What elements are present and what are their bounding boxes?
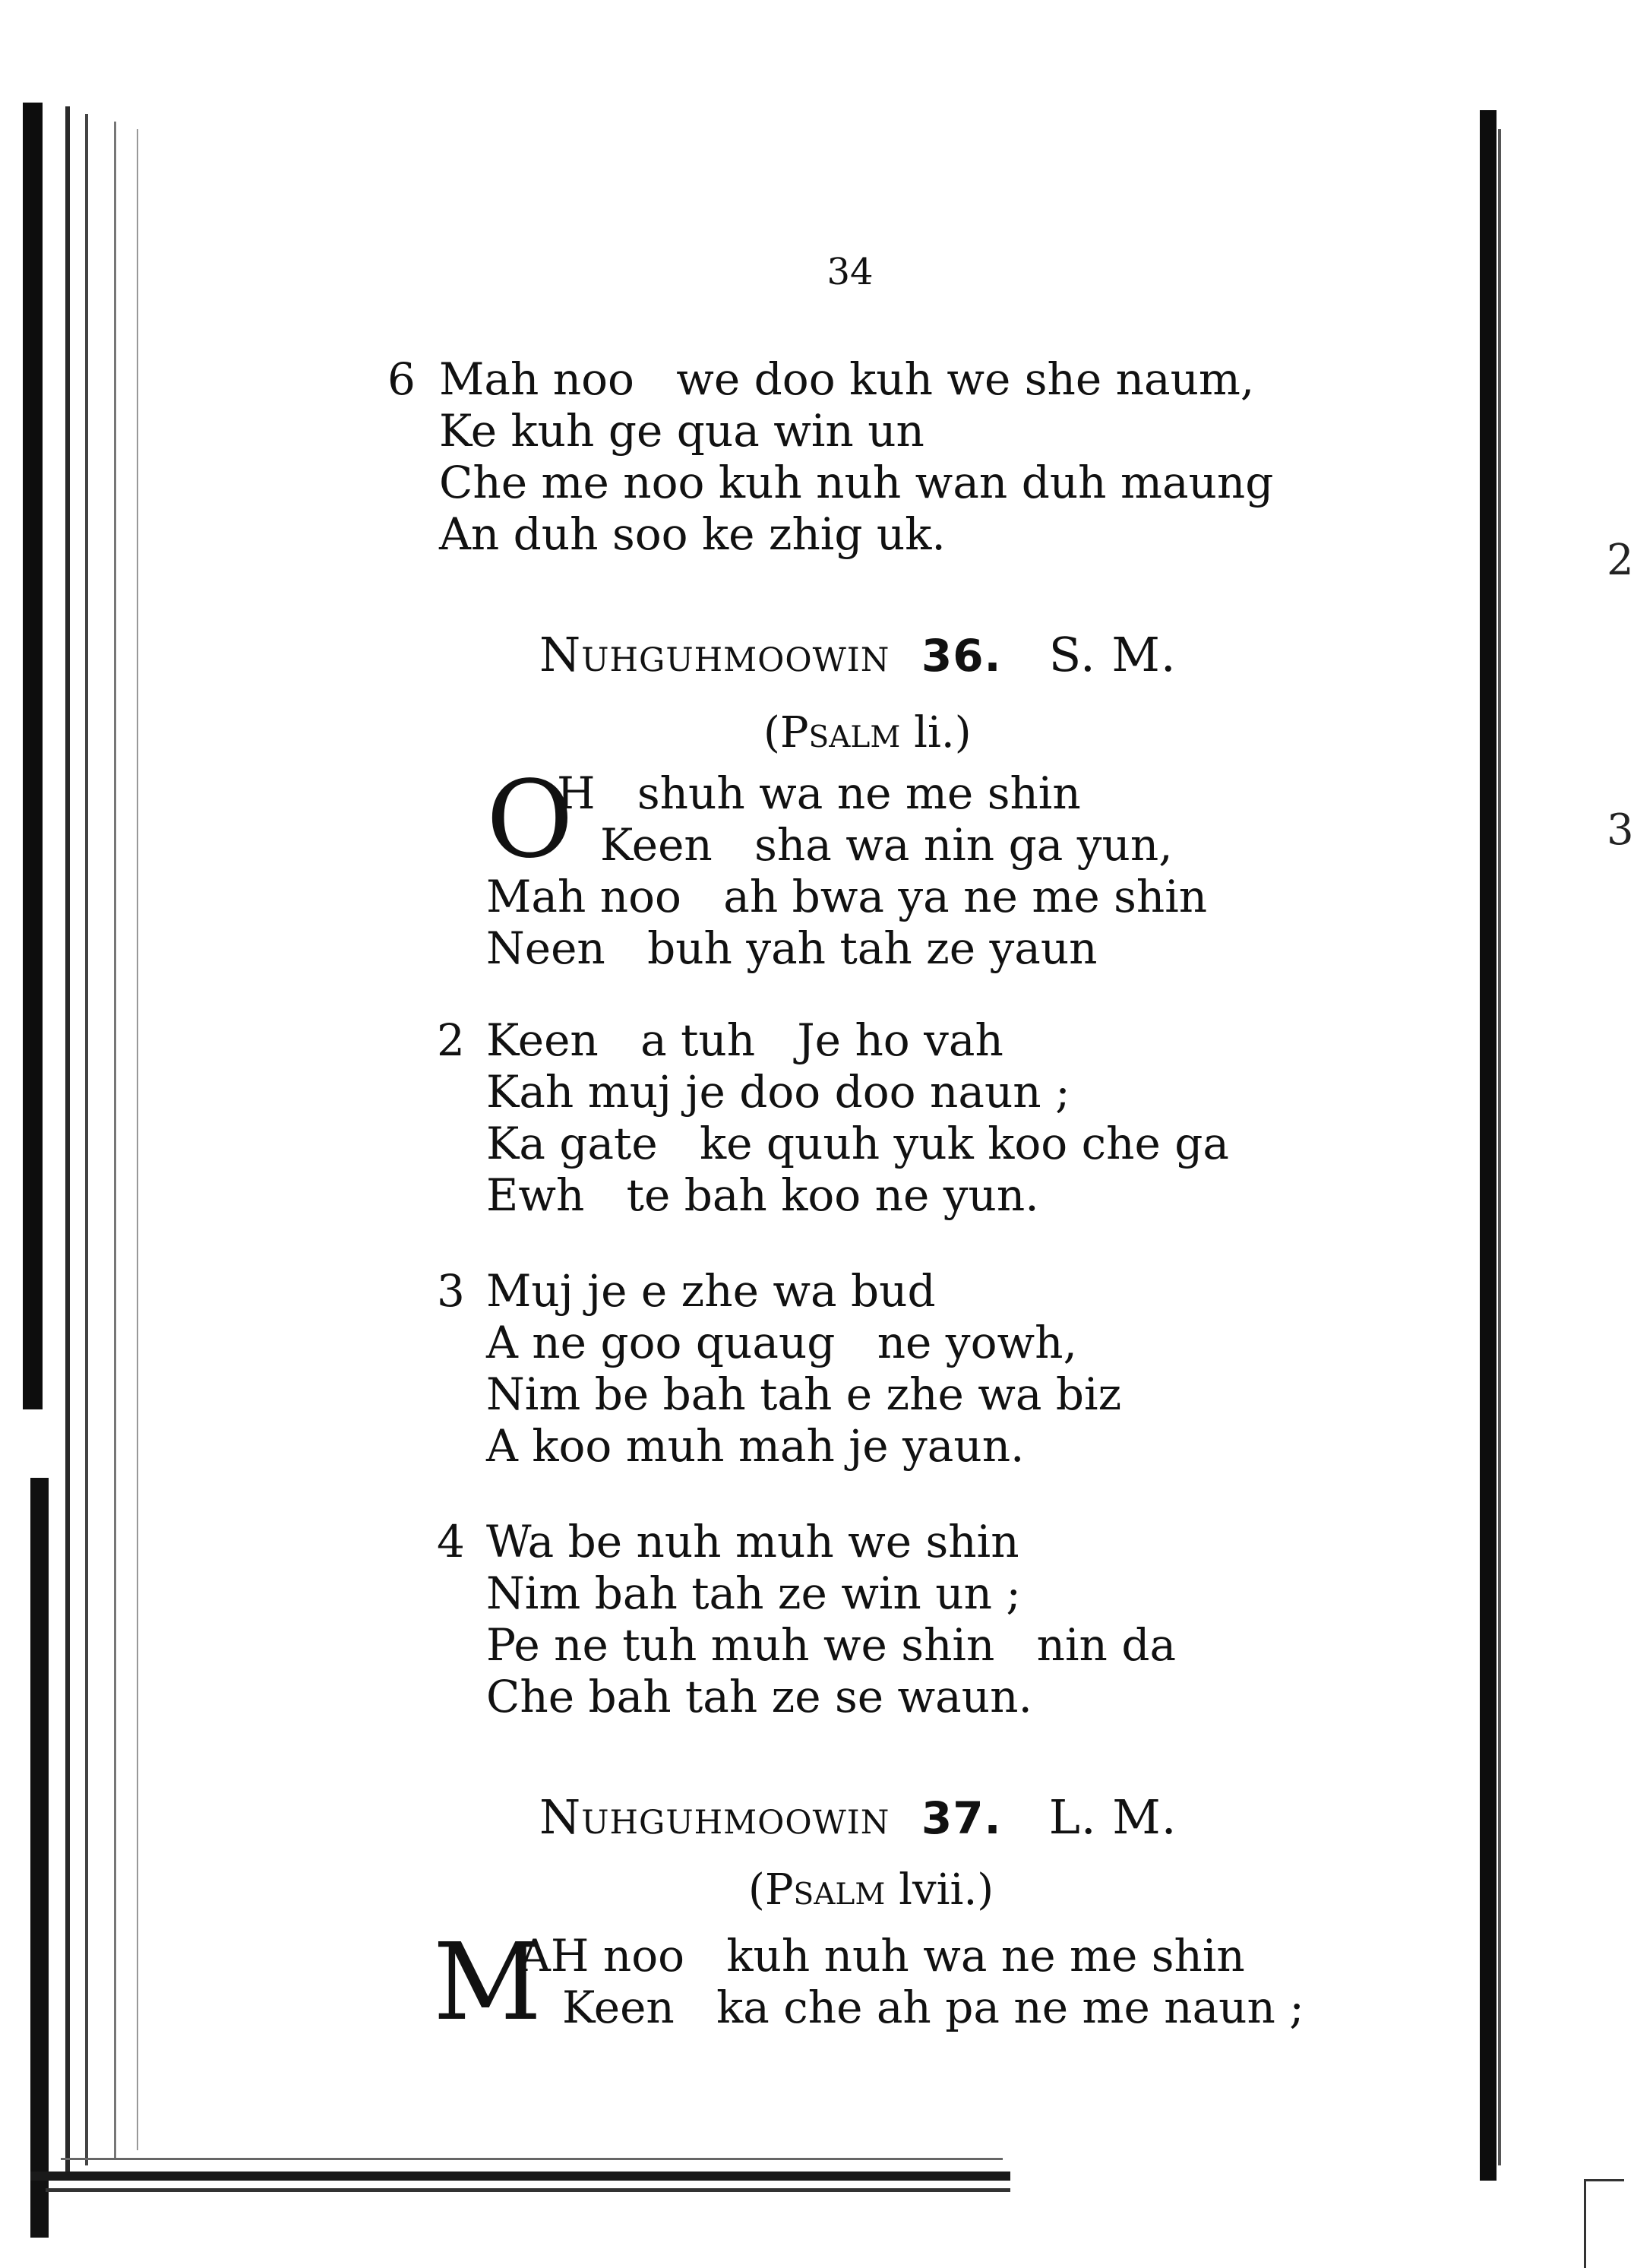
verse-first-line <box>557 767 1081 819</box>
bottom-edge <box>61 2158 1003 2160</box>
verse-line: Che bah tah ze se waun. <box>486 1671 1032 1722</box>
binding-line <box>114 122 116 2158</box>
hymn-heading <box>539 627 1299 682</box>
binding-shadow <box>23 103 43 1409</box>
verse-line: Neen buh yah tah ze yaun <box>486 922 1098 974</box>
verse-line: Ka gate ke quuh yuk koo che ga <box>486 1118 1229 1169</box>
verse-line: Mah noo ah bwa ya ne me shin <box>486 871 1208 922</box>
verse-line: Wa be nuh muh we shin <box>486 1516 1019 1567</box>
binding-line <box>137 129 138 2150</box>
verse-line: Nim be bah tah e zhe wa biz <box>486 1368 1122 1420</box>
corner-mark <box>1584 2179 1624 2181</box>
hymn-number: 36. <box>921 630 1002 682</box>
verse-line: Keen sha wa nin ga yun, <box>600 819 1173 871</box>
verse-line: Muj je e zhe wa bud <box>486 1265 936 1317</box>
psalm-reference: (Psalm li.) <box>763 708 972 758</box>
heading-word: Nuhguhmoowin <box>539 1789 890 1845</box>
drop-cap: O <box>486 758 574 882</box>
psalm-reference: (Psalm lvii.) <box>748 1865 994 1915</box>
binding-shadow <box>30 1478 49 2238</box>
verse-line: A koo muh mah je yaun. <box>486 1420 1025 1472</box>
verse-line-indented <box>562 1982 1304 2033</box>
hymn-number: 37. <box>921 1792 1002 1844</box>
margin-mark: 2 <box>1607 536 1634 585</box>
verse-number: 6 <box>387 353 416 405</box>
drop-cap: M <box>433 1921 542 2045</box>
verse-line: A ne goo quaug ne yowh, <box>486 1317 1077 1368</box>
bottom-edge <box>46 2188 1010 2192</box>
verse-line: Ke kuh ge qua win un <box>439 405 924 457</box>
page-number: 34 <box>826 251 874 293</box>
verse-first-line <box>519 1930 1245 1982</box>
verse-line: Keen a tuh Je ho vah <box>486 1014 1003 1066</box>
verse-line: Pe ne tuh muh we shin nin da <box>486 1619 1177 1671</box>
verse-line: An duh soo ke zhig uk. <box>439 508 946 560</box>
hymn-heading <box>539 1789 1299 1845</box>
psalm-number: lvii. <box>899 1865 978 1915</box>
verse-line: Kah muj je doo doo naun ; <box>486 1066 1070 1118</box>
verse-line: Nim bah tah ze win un ; <box>486 1567 1021 1619</box>
margin-mark: 3 <box>1607 805 1634 855</box>
verse-3 <box>486 1265 1121 1472</box>
verse-number: 4 <box>437 1516 465 1567</box>
verse-line: Mah noo we doo kuh we she naum, <box>439 353 1255 405</box>
bottom-edge <box>30 2172 1010 2181</box>
verse-4 <box>486 1516 1176 1722</box>
corner-mark <box>1584 2179 1586 2268</box>
verse-line: H shuh wa ne me shin <box>557 767 1081 819</box>
right-edge <box>1480 110 1497 2181</box>
psalm-label: Psalm <box>764 1865 886 1915</box>
verse-1 <box>486 871 1207 974</box>
hymn-meter: L. M. <box>1048 1789 1177 1845</box>
verse-line: Ewh te bah koo ne yun. <box>486 1169 1039 1221</box>
psalm-number: li. <box>914 708 955 758</box>
verse-2 <box>486 1014 1229 1221</box>
verse-number: 2 <box>437 1014 465 1066</box>
verse-line: Keen ka che ah pa ne me naun ; <box>562 1982 1304 2033</box>
hymn-meter: S. M. <box>1048 627 1177 682</box>
binding-line <box>65 106 70 2173</box>
heading-word: Nuhguhmoowin <box>539 627 890 682</box>
verse-line: Che me noo kuh nuh wan duh maung <box>439 457 1274 508</box>
right-edge <box>1498 129 1501 2165</box>
verse-line-indented <box>600 819 1173 871</box>
psalm-label: Psalm <box>779 708 901 758</box>
binding-line <box>85 114 88 2165</box>
verse-6 <box>439 353 1273 560</box>
verse-line: AH noo kuh nuh wa ne me shin <box>519 1930 1245 1982</box>
verse-number: 3 <box>437 1265 465 1317</box>
